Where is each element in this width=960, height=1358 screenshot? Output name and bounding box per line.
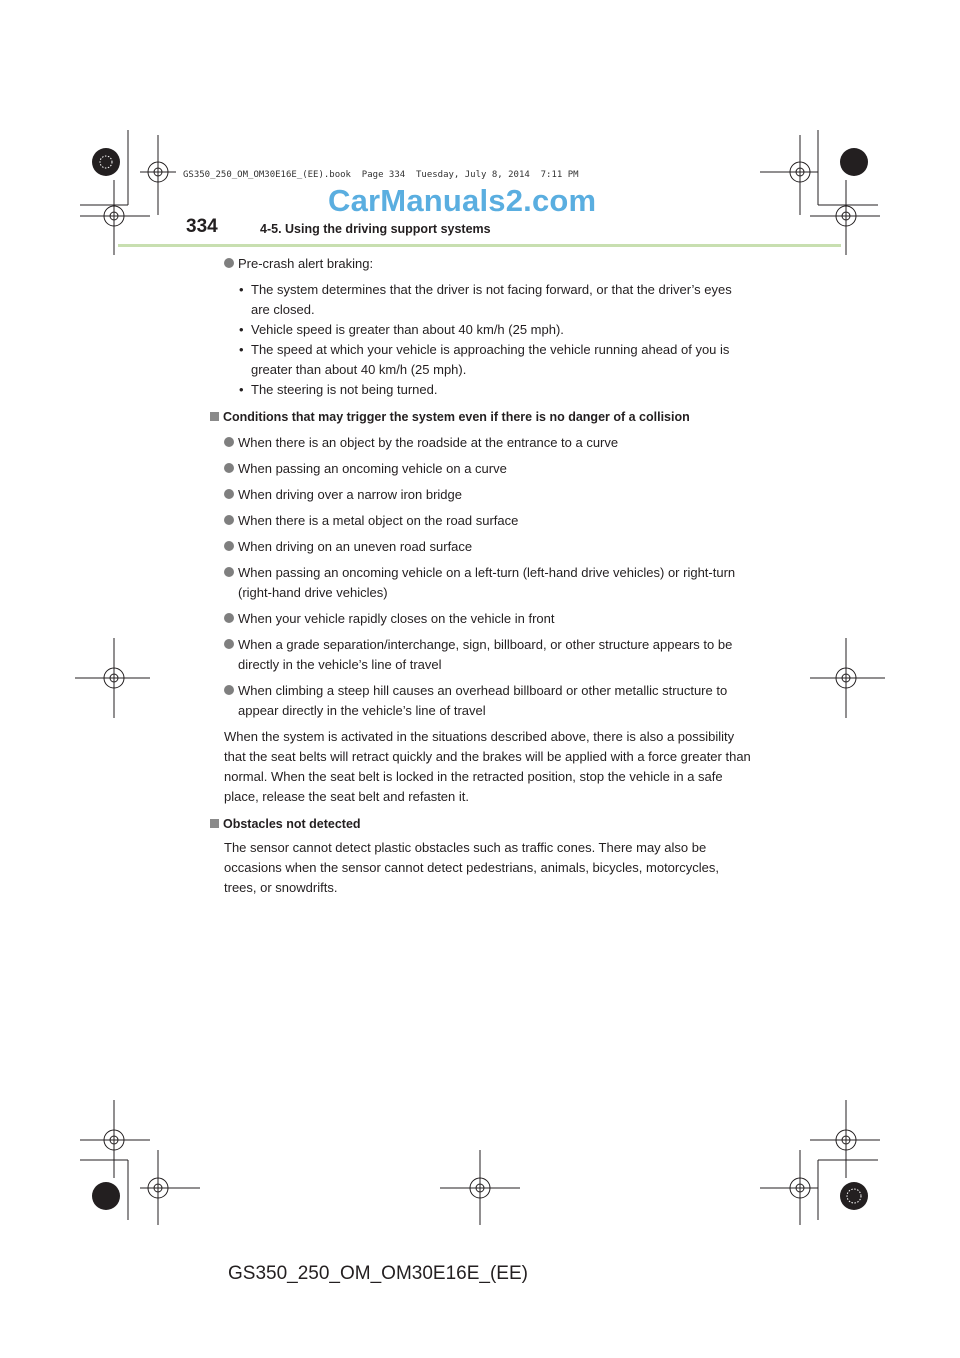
condition-text: When passing an oncoming vehicle on a left-turn (left-hand drive vehicles) or right-turn (right-hand drive vehicles) [238, 565, 736, 600]
page-number: 334 [186, 216, 218, 237]
bullet-dot-icon [224, 515, 234, 525]
square-bullet-icon [210, 412, 219, 421]
precrash-condition [224, 380, 752, 400]
condition-item [224, 537, 752, 557]
model-code-footer: GS350_250_OM_OM30E16E_(EE) [228, 1263, 528, 1284]
conditions-note: When the system is activated in the situations described above, there is also a possibility that the seat belts will retract quickly and the brakes will be applied with a force greater than normal. When the seat belt is locked in the retracted position, stop the vehicle in a safe place, release the seat belt and refasten it. [224, 729, 751, 804]
bullet-dot-icon [224, 437, 234, 447]
bullet-dot-icon [224, 685, 234, 695]
bullet-dot-icon [224, 541, 234, 551]
starburst-mark [92, 148, 120, 176]
sub-bullet-icon: • [239, 382, 244, 397]
condition-text: When a grade separation/interchange, sign, billboard, or other structure appears to be directly in the vehicle’s line of travel [238, 637, 733, 672]
precrash-condition-text: The steering is not being turned. [251, 382, 438, 397]
condition-text: When driving on an uneven road surface [238, 539, 473, 554]
book-info-line: GS350_250_OM_OM30E16E_(EE).book Page 334 Tuesday, July 8, 2014 7:11 PM [183, 170, 579, 180]
section-title: 4-5. Using the driving support systems [260, 222, 491, 236]
precrash-condition [224, 320, 752, 340]
condition-item [224, 609, 752, 629]
bullet-dot-icon [224, 639, 234, 649]
precrash-item [224, 254, 752, 274]
condition-item [224, 635, 752, 675]
bullet-dot-icon [224, 613, 234, 623]
condition-item [224, 563, 752, 603]
precrash-condition-text: Vehicle speed is greater than about 40 km/h (25 mph). [251, 322, 564, 337]
precrash-condition-text: The system determines that the driver is not facing forward, or that the driver’s eyes are closed. [251, 282, 732, 317]
header-rule [118, 244, 841, 247]
conditions-heading [224, 407, 752, 427]
obstacles-text: The sensor cannot detect plastic obstacles such as traffic cones. There may also be occasions when the sensor cannot detect pedestrians, animals, bicycles, motorcycles, trees, or snowdrifts. [224, 840, 719, 895]
condition-item [224, 681, 752, 721]
condition-text: When your vehicle rapidly closes on the vehicle in front [238, 611, 555, 626]
sub-bullet-icon: • [239, 322, 244, 337]
bullet-dot-icon [224, 567, 234, 577]
precrash-title: Pre-crash alert braking: [238, 256, 374, 271]
condition-text: When there is an object by the roadside at the entrance to a curve [238, 435, 619, 450]
precrash-condition [224, 280, 752, 320]
page-content [224, 254, 752, 898]
precrash-condition-text: The speed at which your vehicle is approaching the vehicle running ahead of you is greater than about 40 km/h (25 mph). [251, 342, 730, 377]
bullet-dot-icon [224, 258, 234, 268]
condition-text: When there is a metal object on the road surface [238, 513, 519, 528]
obstacles-heading [224, 814, 752, 834]
obstacles-heading-text: Obstacles not detected [223, 817, 361, 831]
conditions-heading-text: Conditions that may trigger the system even if there is no danger of a collision [223, 410, 690, 424]
condition-text: When driving over a narrow iron bridge [238, 487, 462, 502]
bullet-dot-icon [224, 489, 234, 499]
precrash-condition [224, 340, 752, 380]
sub-bullet-icon: • [239, 342, 244, 357]
condition-item [224, 485, 752, 505]
square-bullet-icon [210, 819, 219, 828]
condition-text: When passing an oncoming vehicle on a curve [238, 461, 507, 476]
condition-item [224, 433, 752, 453]
condition-item [224, 459, 752, 479]
site-watermark: CarManuals2.com [328, 183, 597, 218]
sub-bullet-icon: • [239, 282, 244, 297]
condition-text: When climbing a steep hill causes an overhead billboard or other metallic structure to appear directly in the vehicle’s line of travel [238, 683, 728, 718]
bullet-dot-icon [224, 463, 234, 473]
condition-item [224, 511, 752, 531]
crosshair-mark [140, 135, 176, 215]
